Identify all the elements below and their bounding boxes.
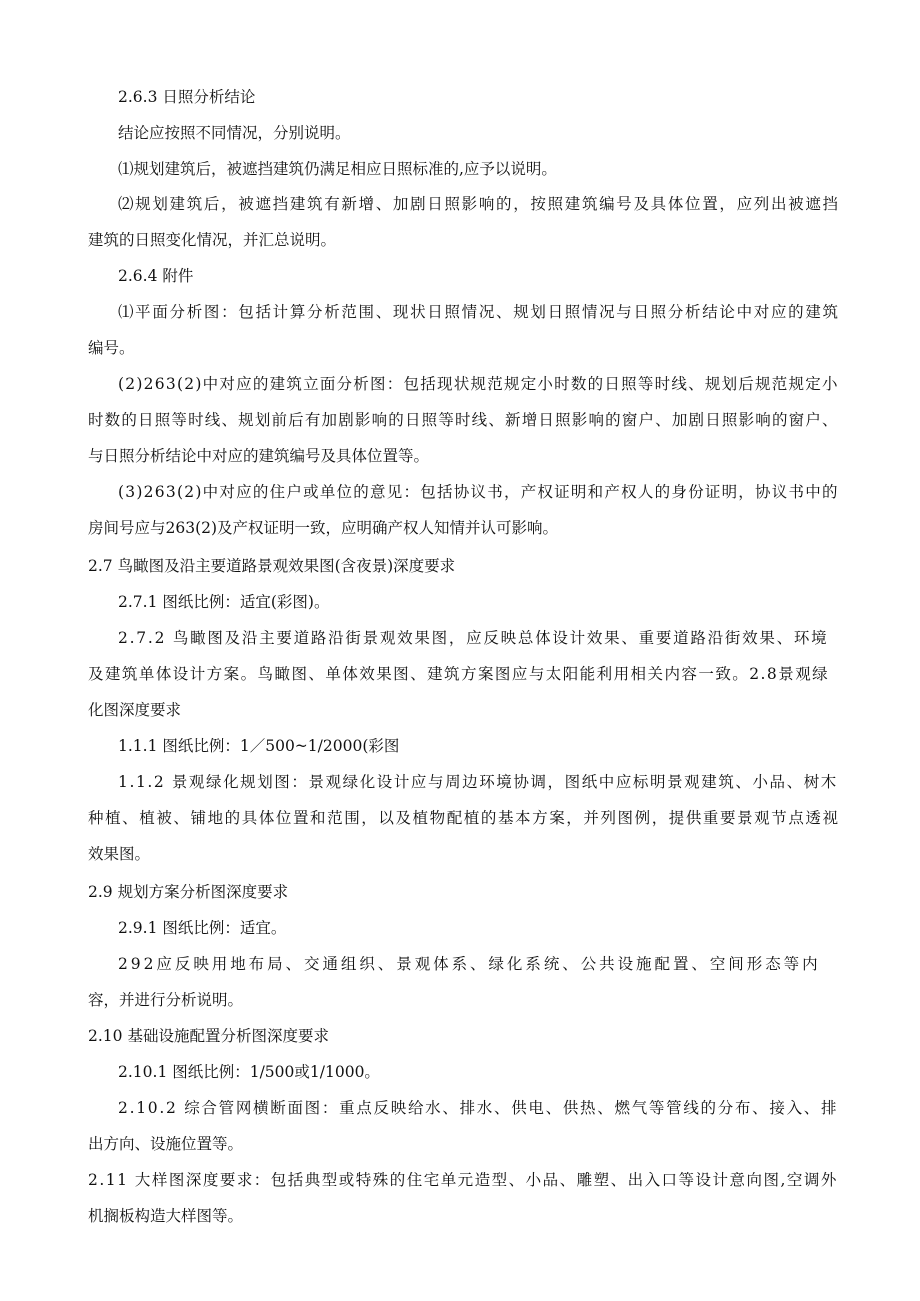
paragraph-line: (2)263(2)中对应的建筑立面分析图：包括现状规范规定小时数的日照等时线、规划后规范规定小 <box>118 375 839 393</box>
paragraph-line: ⑴平面分析图：包括计算分析范围、现状日照情况、规划日照情况与日照分析结论中对应的建筑 <box>118 303 840 321</box>
paragraph-line: 2.10.1 图纸比例：1/500或1/1000。 <box>118 1063 380 1081</box>
paragraph-line: 效果图。 <box>88 845 151 863</box>
paragraph-line: 种植、植被、铺地的具体位置和范围，以及植物配植的基本方案，并列图例，提供重要景观节点透视 <box>88 809 840 827</box>
paragraph-line: (3)263(2)中对应的住户或单位的意见：包括协议书，产权证明和产权人的身份证明，协议书中的 <box>118 483 839 501</box>
paragraph-line: 结论应按照不同情况，分别说明。 <box>118 124 351 142</box>
paragraph-line: 2.10.2 综合管网横断面图：重点反映给水、排水、供电、供热、燃气等管线的分布、接入、排 <box>118 1099 839 1117</box>
paragraph-line: 292应反映用地布局、交通组织、景观体系、绿化系统、公共设施配置、空间形态等内 <box>118 955 821 973</box>
paragraph-line: 容，并进行分析说明。 <box>88 991 244 1009</box>
paragraph-line: 与日照分析结论中对应的建筑编号及具体位置等。 <box>88 447 430 465</box>
paragraph-line: 化图深度要求 <box>88 701 182 719</box>
paragraph-line: 2.7.2 鸟瞰图及沿主要道路沿街景观效果图，应反映总体设计效果、重要道路沿街效果、环境 <box>118 629 829 647</box>
paragraph-line: ⑴规划建筑后，被遮挡建筑仍满足相应日照标准的,应予以说明。 <box>118 160 557 178</box>
heading-2-10: 2.10 基础设施配置分析图深度要求 <box>88 1027 329 1045</box>
paragraph-line: 1.1.1 图纸比例：1／500~1/2000(彩图 <box>118 737 400 755</box>
paragraph-line: 2.9.1 图纸比例：适宜。 <box>118 919 287 937</box>
heading-2-6-3: 2.6.3 日照分析结论 <box>118 88 256 106</box>
heading-2-9: 2.9 规划方案分析图深度要求 <box>88 883 289 901</box>
paragraph-line: 机搁板构造大样图等。 <box>88 1207 244 1225</box>
paragraph-line: 及建筑单体设计方案。鸟瞰图、单体效果图、建筑方案图应与太阳能利用相关内容一致。2.8景观绿 <box>88 665 830 683</box>
paragraph-line: 建筑的日照变化情况，并汇总说明。 <box>88 231 337 249</box>
paragraph-line: 房间号应与263(2)及产权证明一致，应明确产权人知情并认可影响。 <box>88 519 559 537</box>
paragraph-line: 编号。 <box>88 339 135 357</box>
heading-2-7: 2.7 鸟瞰图及沿主要道路景观效果图(含夜景)深度要求 <box>88 557 456 575</box>
paragraph-line: 出方向、设施位置等。 <box>88 1135 244 1153</box>
heading-2-11: 2.11 大样图深度要求：包括典型或特殊的住宅单元造型、小品、雕塑、出入口等设计意向图,空调外 <box>88 1171 838 1189</box>
paragraph-line: ⑵规划建筑后，被遮挡建筑有新增、加剧日照影响的，按照建筑编号及具体位置，应列出被遮挡 <box>118 195 840 213</box>
paragraph-line: 1.1.2 景观绿化规划图：景观绿化设计应与周边环境协调，图纸中应标明景观建筑、小品、树木 <box>118 773 838 791</box>
paragraph-line: 2.7.1 图纸比例：适宜(彩图)。 <box>118 593 330 611</box>
paragraph-line: 时数的日照等时线、规划前后有加剧影响的日照等时线、新增日照影响的窗户、加剧日照影响的窗户、 <box>88 411 839 429</box>
heading-2-6-4: 2.6.4 附件 <box>118 267 194 285</box>
